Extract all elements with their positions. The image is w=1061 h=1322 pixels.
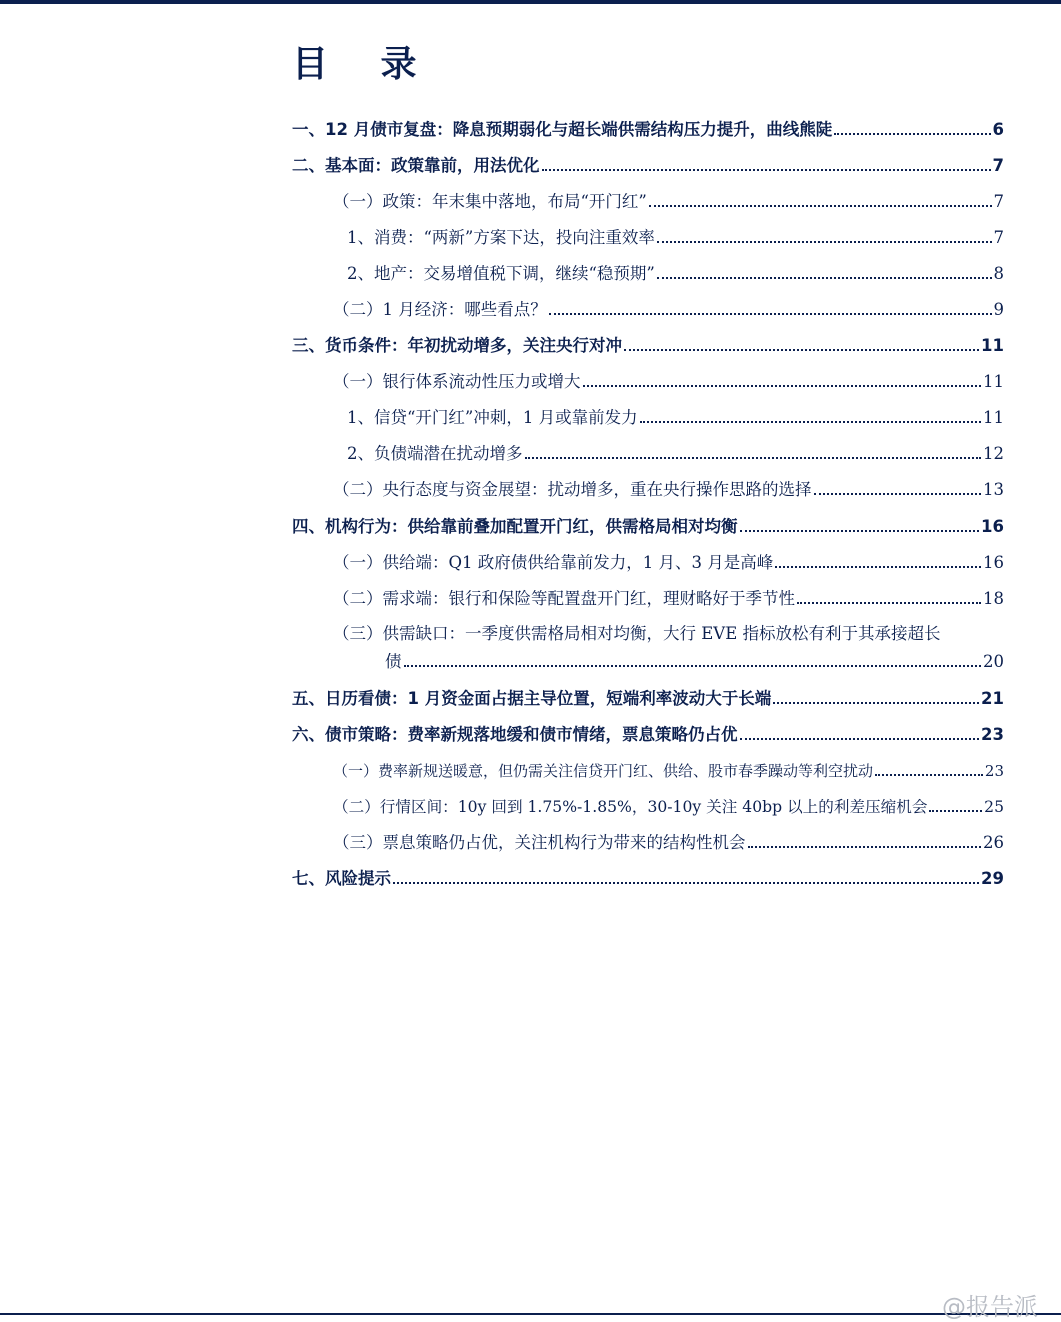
toc-entry-3-1-1[interactable]: 1、信贷“开门红”冲刺，1 月或靠前发力 11 (347, 408, 1004, 427)
toc-entry-7[interactable]: 七、风险提示 29 (292, 869, 1004, 888)
toc-entry-1[interactable]: 一、12 月债市复盘：降息预期弱化与超长端供需结构压力提升，曲线熊陡 6 (292, 120, 1004, 139)
toc-entry-3-2[interactable]: （二）央行态度与资金展望：扰动增多，重在央行操作思路的选择 13 (333, 480, 1004, 499)
watermark: @报告派 (942, 1293, 1038, 1321)
toc-entry-2[interactable]: 二、基本面：政策靠前，用法优化 7 (292, 156, 1004, 175)
toc-entry-2-1-1[interactable]: 1、消费：“两新”方案下达，投向注重效率 7 (347, 228, 1004, 247)
toc-entry-6-2[interactable]: （二）行情区间：10y 回到 1.75%-1.85%，30-10y 关注 40bp 以上的利差压缩机会 25 (333, 798, 1004, 816)
toc-entry-3[interactable]: 三、货币条件：年初扰动增多，关注央行对冲 11 (292, 336, 1004, 355)
toc-entry-3-1[interactable]: （一）银行体系流动性压力或增大 11 (333, 372, 1004, 391)
toc-entry-6-1[interactable]: （一）费率新规送暖意，但仍需关注信贷开门红、供给、股市春季躁动等利空扰动 23 (333, 762, 1004, 780)
toc-entry-4-2[interactable]: （二）需求端：银行和保险等配置盘开门红，理财略好于季节性 18 (333, 589, 1004, 608)
page-title: 目 录 (292, 44, 437, 85)
toc-entry-3-1-2[interactable]: 2、负债端潜在扰动增多 12 (347, 444, 1004, 463)
toc-entry-4[interactable]: 四、机构行为：供给靠前叠加配置开门红，供需格局相对均衡 16 (292, 517, 1004, 536)
toc-entry-2-1[interactable]: （一）政策：年末集中落地，布局“开门红” 7 (333, 192, 1004, 211)
toc-entry-4-1[interactable]: （一）供给端：Q1 政府债供给靠前发力，1 月、3 月是高峰 16 (333, 553, 1004, 572)
toc-entry-6[interactable]: 六、债市策略：费率新规落地缓和债市情绪，票息策略仍占优 23 (292, 725, 1004, 744)
toc-entry-2-1-2[interactable]: 2、地产：交易增值税下调，继续“稳预期” 8 (347, 264, 1004, 283)
toc-entry-4-3[interactable]: （三）供需缺口：一季度供需格局相对均衡，大行 EVE 指标放松有利于其承接超长 债 20 (333, 624, 1004, 671)
bottom-rule (0, 1313, 1061, 1315)
toc-entry-6-3[interactable]: （三）票息策略仍占优，关注机构行为带来的结构性机会 26 (333, 833, 1004, 852)
toc-entry-5[interactable]: 五、日历看债：1 月资金面占据主导位置，短端利率波动大于长端 21 (292, 689, 1004, 708)
toc-entry-2-2[interactable]: （二）1 月经济：哪些看点？ 9 (333, 300, 1004, 319)
